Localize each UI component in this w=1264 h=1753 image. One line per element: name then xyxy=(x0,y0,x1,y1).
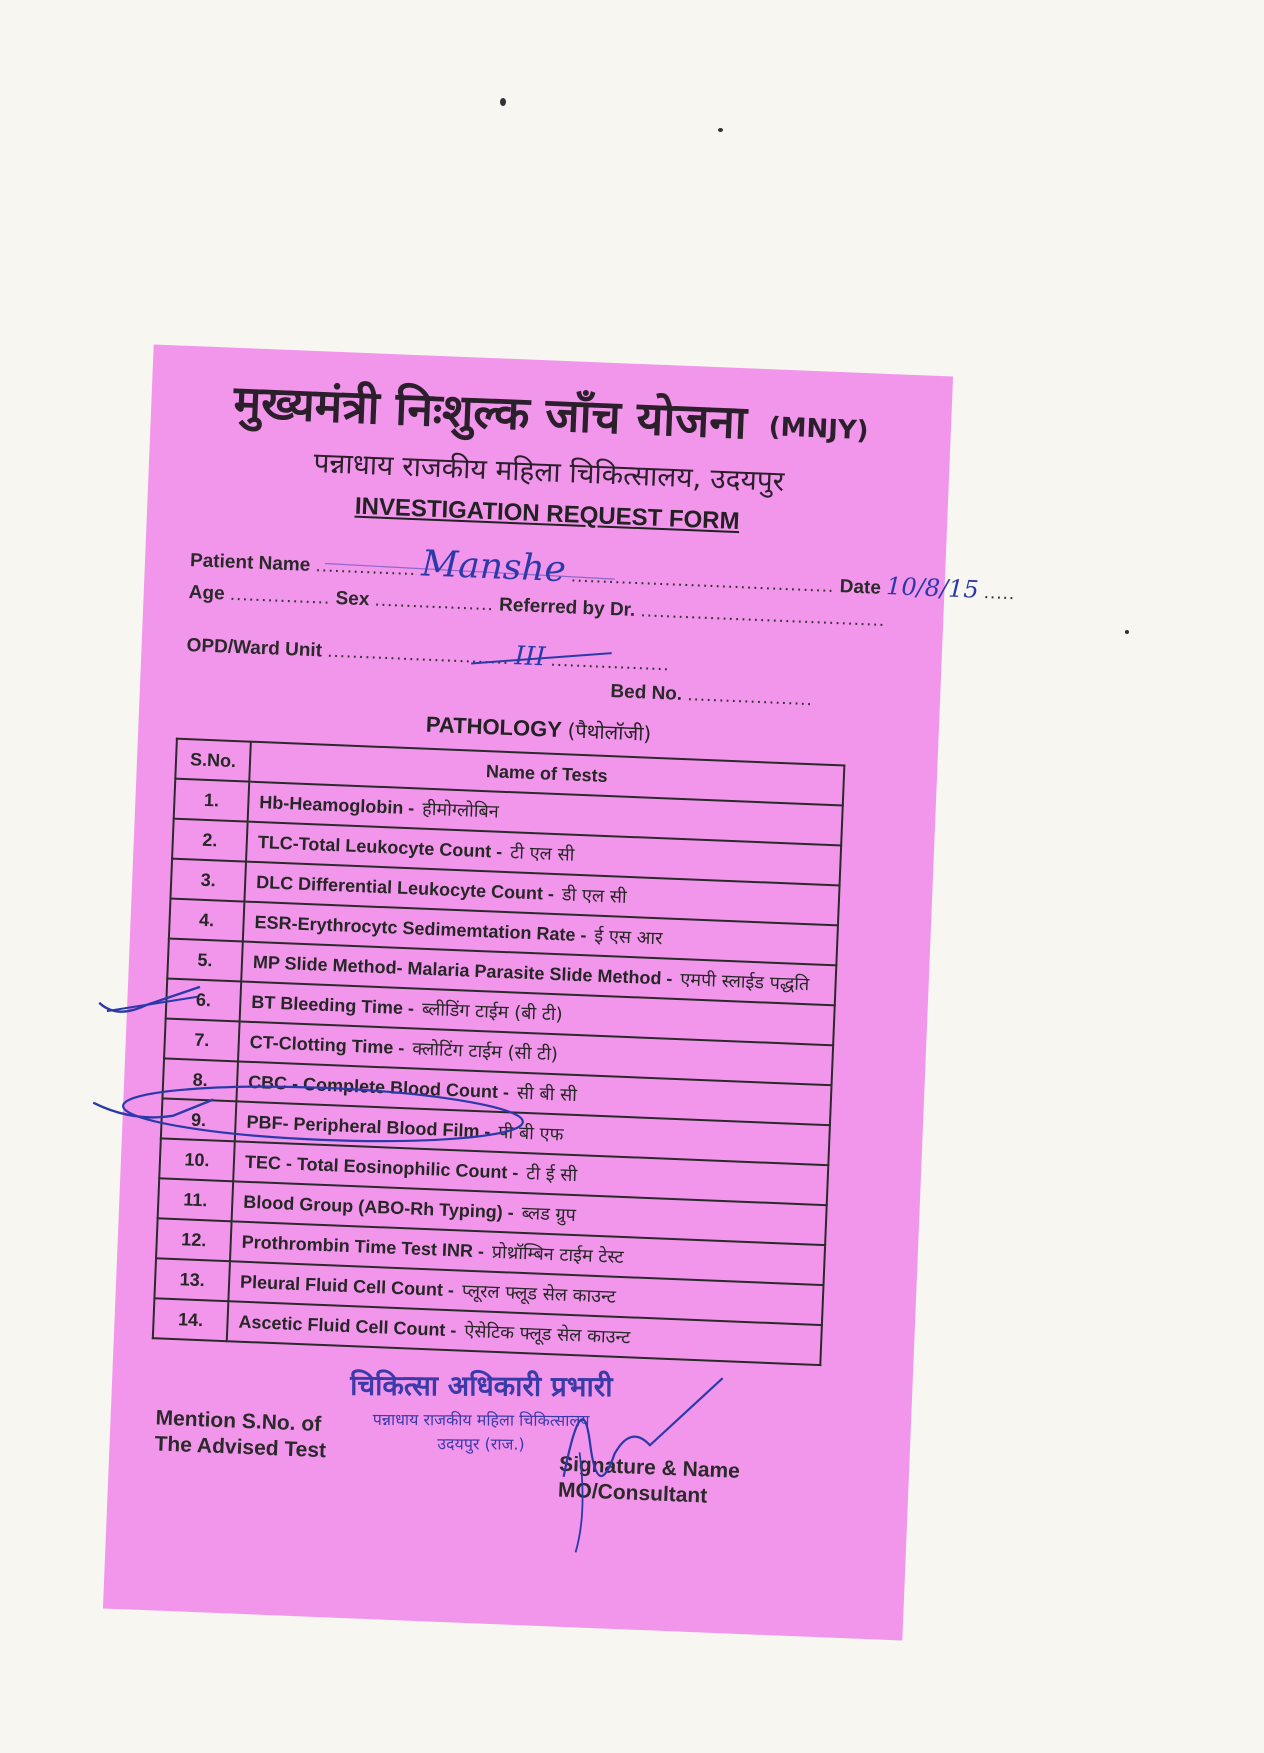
test-name-hindi: टी ई सी xyxy=(525,1163,578,1187)
form-title: INVESTIGATION REQUEST FORM xyxy=(354,492,741,536)
test-name: MP Slide Method- Malaria Parasite Slide Method - xyxy=(252,951,673,989)
patient-name-row: Patient Name ................ Manshe .......................................... Date 10/8/15 ..... xyxy=(189,543,1016,605)
scan-speck xyxy=(1125,630,1129,634)
bed-row: Bed No. .................... xyxy=(610,681,814,711)
test-name: DLC Differential Leukocyte Count - xyxy=(255,872,555,904)
test-sno: 12. xyxy=(156,1218,232,1261)
test-name: Ascetic Fluid Cell Count - xyxy=(238,1311,457,1341)
test-sno: 7. xyxy=(164,1018,240,1061)
test-name-hindi: एमपी स्लाईड पद्धति xyxy=(679,969,810,996)
test-sno: 2. xyxy=(172,819,248,862)
mention-line-2: The Advised Test xyxy=(154,1432,327,1463)
test-name: PBF- Peripheral Blood Film - xyxy=(246,1111,491,1142)
test-sno: 8. xyxy=(162,1058,238,1101)
signature-line-1: Signature & Name xyxy=(558,1452,741,1483)
test-name-hindi: क्लोटिंग टाईम (सी टी) xyxy=(411,1038,559,1066)
pathology-title: PATHOLOGY xyxy=(425,711,563,743)
test-name: Blood Group (ABO-Rh Typing) - xyxy=(242,1191,515,1223)
scan-speck xyxy=(718,128,723,132)
medical-officer-stamp xyxy=(331,1366,631,1456)
test-name-hindi: ऐसेटिक फ्लूड सेल काउन्ट xyxy=(463,1320,631,1349)
test-sno: 9. xyxy=(161,1098,237,1141)
test-name-hindi: पी बी एफ xyxy=(497,1121,564,1146)
age-sex-row: Age ................ Sex ................... Referred by Dr. ....................................... xyxy=(188,582,886,632)
opd-row: OPD/Ward Unit ............................. III ................... xyxy=(186,635,671,676)
test-sno: 14. xyxy=(153,1298,229,1341)
test-name: Pleural Fluid Cell Count - xyxy=(239,1271,455,1301)
stamp-line-3: उदयपुर (राज.) xyxy=(437,1434,525,1454)
test-name-hindi: ब्लड ग्रुप xyxy=(521,1202,577,1227)
test-sno: 11. xyxy=(158,1178,234,1221)
col-sno-header: S.No. xyxy=(175,739,251,782)
test-name: CBC - Complete Blood Count - xyxy=(247,1071,510,1103)
opd-ward-value[interactable]: III xyxy=(514,641,547,673)
signature-block xyxy=(558,1452,741,1511)
referred-by-label: Referred by Dr. xyxy=(498,594,636,621)
investigation-request-form xyxy=(103,344,1016,1640)
test-name: BT Bleeding Time - xyxy=(250,991,415,1019)
sex-label: Sex xyxy=(335,587,370,611)
opd-ward-label: OPD/Ward Unit xyxy=(186,635,323,662)
test-name-hindi: ई एस आर xyxy=(593,925,663,950)
scan-speck xyxy=(500,98,506,106)
signature-line-2: MO/Consultant xyxy=(557,1478,708,1508)
col-name-header: Name of Tests xyxy=(249,742,844,806)
age-label: Age xyxy=(188,582,226,605)
test-sno: 1. xyxy=(174,779,250,822)
test-name-hindi: हीमोग्लोबिन xyxy=(421,798,500,823)
date-value[interactable]: 10/8/15 xyxy=(885,572,980,604)
stamp-line-2: पन्नाधाय राजकीय महिला चिकित्सालय xyxy=(372,1409,590,1431)
test-name-hindi: प्रोथ्रॉम्बिन टाईम टेस्ट xyxy=(491,1241,625,1269)
tests-table xyxy=(152,738,846,1366)
mention-line-1: Mention S.No. of xyxy=(155,1406,322,1437)
test-sno: 4. xyxy=(169,899,245,942)
scheme-abbreviation: (MNJY) xyxy=(768,412,870,447)
test-name: TEC - Total Eosinophilic Count - xyxy=(244,1151,519,1183)
test-name: Hb-Heamoglobin - xyxy=(259,792,415,819)
test-name-hindi: डी एल सी xyxy=(561,884,628,908)
patient-name-value[interactable]: Manshe xyxy=(420,543,567,591)
test-sno: 10. xyxy=(159,1138,235,1181)
hospital-name: पन्नाधाय राजकीय महिला चिकित्सालय, उदयपुर xyxy=(312,445,785,498)
test-name: CT-Clotting Time - xyxy=(249,1031,405,1059)
test-sno: 13. xyxy=(154,1258,230,1301)
test-name-hindi: प्लूरल फ्लूड सेल काउन्ट xyxy=(461,1280,617,1308)
test-name-hindi: टी एल सी xyxy=(509,842,575,866)
test-sno: 3. xyxy=(170,859,246,902)
test-name-hindi: ब्लीडिंग टाईम (बी टी) xyxy=(421,998,564,1026)
scheme-title-hindi: मुख्यमंत्री निःशुल्क जाँच योजना xyxy=(232,374,748,450)
test-sno: 5. xyxy=(167,939,243,982)
test-sno: 6. xyxy=(166,979,242,1022)
pathology-title-hindi: (पैथोलॉजी) xyxy=(567,718,652,746)
test-name: TLC-Total Leukocyte Count - xyxy=(257,832,503,862)
test-name-hindi: सी बी सी xyxy=(516,1082,578,1107)
patient-name-label: Patient Name xyxy=(189,550,311,576)
test-name: Prothrombin Time Test INR - xyxy=(241,1231,485,1262)
test-name: ESR-Erythrocytc Sedimemtation Rate - xyxy=(254,911,587,946)
stamp-line-1: चिकित्सा अधिकारी प्रभारी xyxy=(350,1368,613,1404)
date-label: Date xyxy=(839,576,882,599)
bed-no-label: Bed No. xyxy=(610,681,683,705)
mention-instruction xyxy=(154,1405,327,1464)
